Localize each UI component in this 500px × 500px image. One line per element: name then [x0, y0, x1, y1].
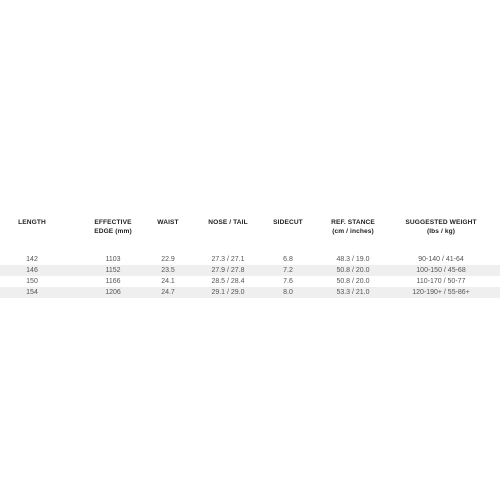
header-suggested-weight-line1: SUGGESTED WEIGHT — [405, 219, 477, 226]
table-header-row — [0, 218, 500, 254]
cell-length: 146 — [26, 267, 38, 274]
cell-sidecut: 7.2 — [283, 267, 293, 274]
header-nose-tail-line1: NOSE / TAIL — [208, 219, 248, 226]
cell-nose-tail: 29.1 / 29.0 — [211, 289, 245, 296]
header-effective-edge-line1: EFFECTIVE — [94, 219, 132, 226]
cell-nose-tail: 28.5 / 28.4 — [211, 278, 245, 285]
cell-waist: 23.5 — [161, 267, 175, 274]
table-row — [0, 265, 500, 276]
cell-effective-edge: 1166 — [105, 278, 121, 285]
cell-sidecut: 8.0 — [283, 289, 293, 296]
table-row — [0, 254, 500, 265]
cell-length: 150 — [26, 278, 38, 285]
header-sidecut — [265, 218, 311, 227]
table-row — [0, 287, 500, 298]
header-length — [14, 218, 50, 227]
cell-waist: 24.7 — [161, 289, 175, 296]
header-effective-edge-line2: EDGE (mm) — [94, 228, 132, 235]
header-ref-stance-line2: (cm / inches) — [332, 228, 374, 235]
cell-suggested-weight: 90-140 / 41-64 — [418, 256, 464, 263]
cell-suggested-weight: 100-150 / 45-68 — [416, 267, 466, 274]
header-length-line1: LENGTH — [18, 219, 46, 226]
cell-nose-tail: 27.9 / 27.8 — [211, 267, 245, 274]
cell-suggested-weight: 120-190+ / 55-86+ — [412, 289, 470, 296]
cell-sidecut: 6.8 — [283, 256, 293, 263]
cell-waist: 22.9 — [161, 256, 175, 263]
cell-waist: 24.1 — [161, 278, 175, 285]
header-suggested-weight — [393, 218, 489, 236]
cell-effective-edge: 1103 — [105, 256, 121, 263]
table-row — [0, 276, 500, 287]
cell-effective-edge: 1152 — [105, 267, 121, 274]
cell-effective-edge: 1206 — [105, 289, 121, 296]
header-nose-tail — [196, 218, 260, 227]
cell-suggested-weight: 110-170 / 50-77 — [416, 278, 466, 285]
header-effective-edge — [86, 218, 140, 236]
header-sidecut-line1: SIDECUT — [273, 219, 303, 226]
size-spec-table — [0, 218, 500, 298]
cell-ref-stance: 50.8 / 20.0 — [336, 278, 370, 285]
header-ref-stance-line1: REF. STANCE — [331, 219, 375, 226]
header-suggested-weight-line2: (lbs / kg) — [426, 228, 456, 235]
cell-ref-stance: 48.3 / 19.0 — [336, 256, 370, 263]
cell-length: 154 — [26, 289, 38, 296]
header-ref-stance — [322, 218, 384, 236]
cell-nose-tail: 27.3 / 27.1 — [211, 256, 245, 263]
cell-length: 142 — [26, 256, 38, 263]
cell-ref-stance: 50.8 / 20.0 — [336, 267, 370, 274]
cell-sidecut: 7.6 — [283, 278, 293, 285]
cell-ref-stance: 53.3 / 21.0 — [336, 289, 370, 296]
header-waist — [150, 218, 186, 227]
header-waist-line1: WAIST — [157, 219, 179, 226]
